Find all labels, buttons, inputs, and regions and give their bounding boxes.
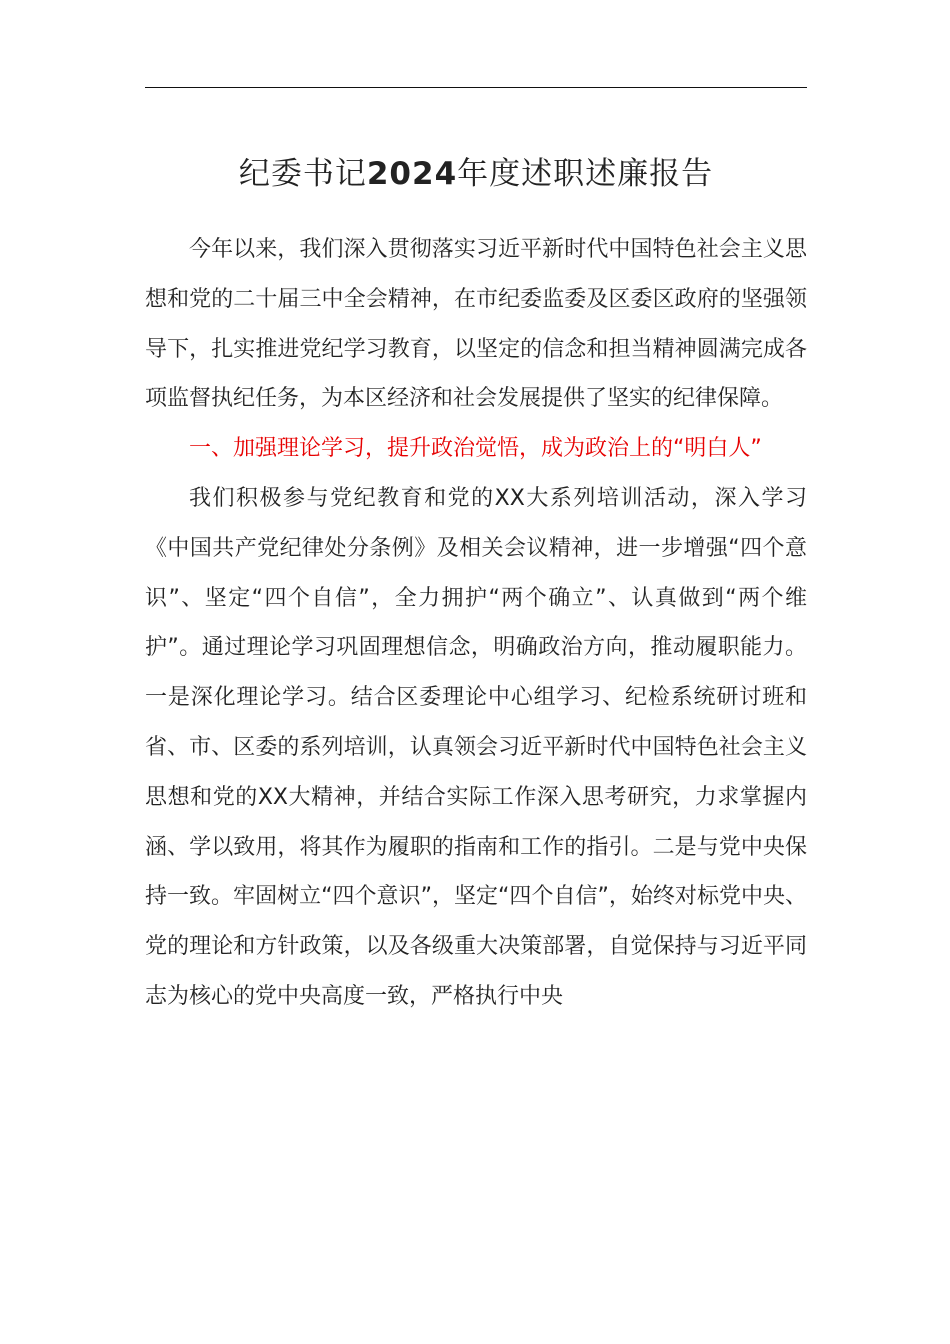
title-prefix: 纪委书记 [238, 156, 367, 192]
title-year: 2024 [366, 156, 458, 192]
header-rule [145, 87, 807, 88]
document-title [145, 148, 807, 200]
title-suffix: 年度述职述廉报告 [457, 156, 714, 192]
section-1-heading: 一、加强理论学习，提升政治觉悟，成为政治上的“明白人” [189, 436, 762, 462]
intro-paragraph: 今年以来，我们深入贯彻落实习近平新时代中国特色社会主义思想和党的二十届三中全会精神，在市纪委监委及区委区政府的坚强领导下，扎实推进党纪学习教育，以坚定的信念和担当精神圆满完成各项监督执纪任务，为本区经济和社会发展提供了坚实的纪律保障。 [145, 237, 807, 412]
document-body [145, 225, 807, 1022]
section-1-paragraph: 我们积极参与党纪教育和党的XX大系列培训活动，深入学习《中国共产党纪律处分条例》及相关会议精神，进一步增强“四个意识”、坚定“四个自信”，全力拥护“两个确立”、认真做到“两个维护”。通过理论学习巩固理想信念，明确政治方向，推动履职能力。一是深化理论学习。结合区委理论中心组学习、纪检系统研讨班和省、市、区委的系列培训，认真领会习近平新时代中国特色社会主义思想和党的XX大精神，并结合实际工作深入思考研究，力求掌握内涵、学以致用，将其作为履职的指南和工作的指引。二是与党中央保持一致。牢固树立“四个意识”，坚定“四个自信”，始终对标党中央、党的理论和方针政策，以及各级重大决策部署，自觉保持与习近平同志为核心的党中央高度一致，严格执行中央 [145, 485, 807, 1009]
